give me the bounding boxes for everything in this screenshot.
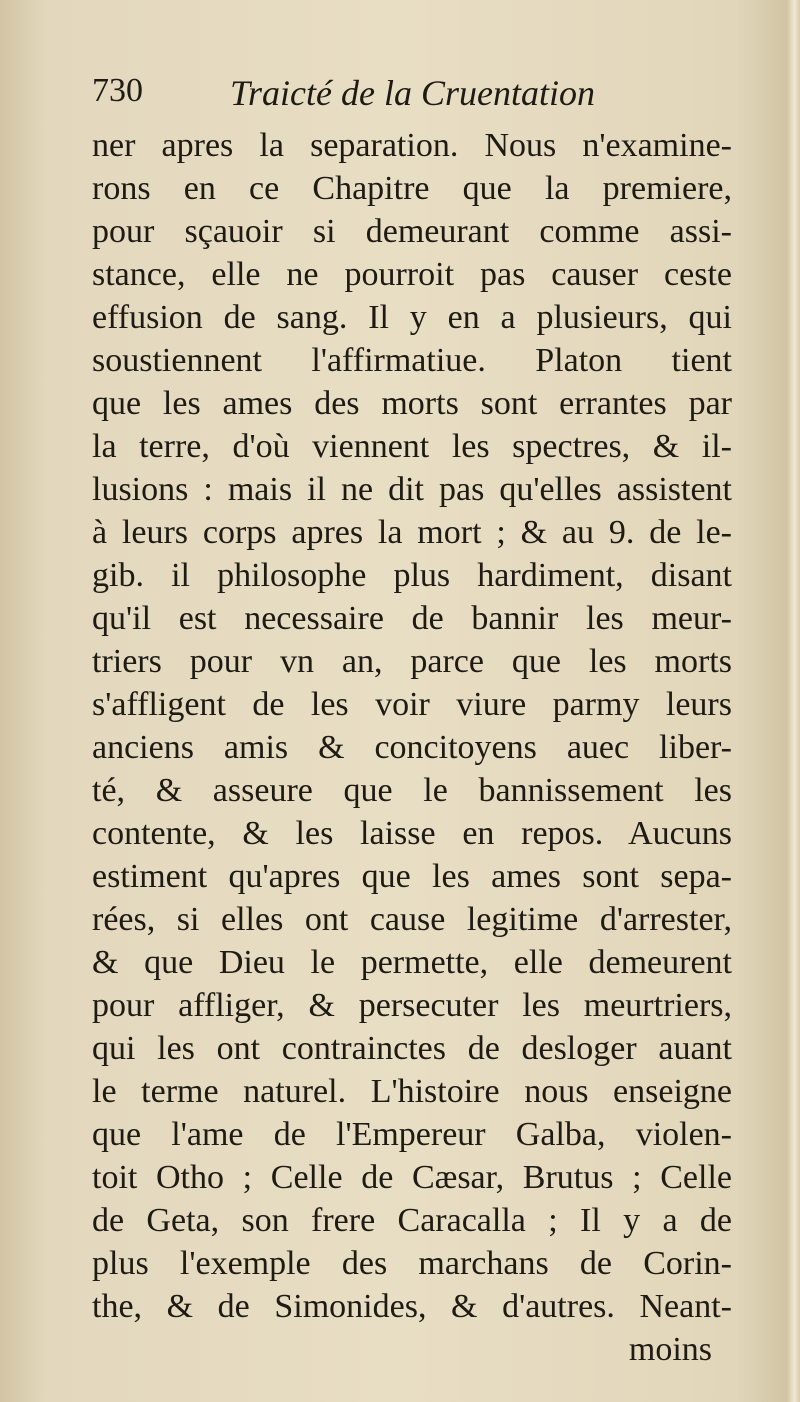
text-line: pour affliger, & persecuter les meurtriers,: [92, 987, 732, 1024]
text-line: de Geta, son frere Caracalla ; Il y a de: [92, 1202, 732, 1239]
page-header: [92, 72, 732, 122]
text-line: à leurs corps apres la mort ; & au 9. de le-: [92, 514, 732, 551]
text-line: toit Otho ; Celle de Cæsar, Brutus ; Celle: [92, 1159, 732, 1196]
text-line: le terme naturel. L'histoire nous enseigne: [92, 1073, 732, 1110]
text-line: effusion de sang. Il y en a plusieurs, qui: [92, 299, 732, 336]
text-line: ner apres la separation. Nous n'examine-: [92, 127, 732, 164]
running-title: Traicté de la Cruentation: [230, 73, 595, 113]
text-line: pour sçauoir si demeurant comme assi-: [92, 213, 732, 250]
text-line: gib. il philosophe plus hardiment, disant: [92, 557, 732, 594]
text-line: la terre, d'où viennent les spectres, & il-: [92, 428, 732, 465]
text-line: qui les ont contrainctes de desloger auant: [92, 1030, 732, 1067]
page-number: 730: [92, 72, 143, 109]
text-line: qu'il est necessaire de bannir les meur-: [92, 600, 732, 637]
text-line: té, & asseure que le bannissement les: [92, 772, 732, 809]
text-line: que l'ame de l'Empereur Galba, violen-: [92, 1116, 732, 1153]
text-line: triers pour vn an, parce que les morts: [92, 643, 732, 680]
text-line: anciens amis & concitoyens auec liber-: [92, 729, 732, 766]
text-line: plus l'exemple des marchans de Corin-: [92, 1245, 732, 1282]
text-line: & que Dieu le permette, elle demeurent: [92, 944, 732, 981]
text-line: contente, & les laisse en repos. Aucuns: [92, 815, 732, 852]
text-line: soustiennent l'affirmatiue. Platon tient: [92, 342, 732, 379]
text-line: stance, elle ne pourroit pas causer ceste: [92, 256, 732, 293]
text-line: que les ames des morts sont errantes par: [92, 385, 732, 422]
catchword: moins: [628, 1331, 712, 1368]
text-line: s'affligent de les voir viure parmy leurs: [92, 686, 732, 723]
text-line: lusions : mais il ne dit pas qu'elles assistent: [92, 471, 732, 508]
text-line: rons en ce Chapitre que la premiere,: [92, 170, 732, 207]
text-line: the, & de Simonides, & d'autres. Neant-: [92, 1288, 732, 1325]
body-text: [92, 124, 732, 1371]
text-line: rées, si elles ont cause legitime d'arrester,: [92, 901, 732, 938]
text-line: estiment qu'apres que les ames sont sepa-: [92, 858, 732, 895]
page-edge: [786, 0, 800, 1402]
